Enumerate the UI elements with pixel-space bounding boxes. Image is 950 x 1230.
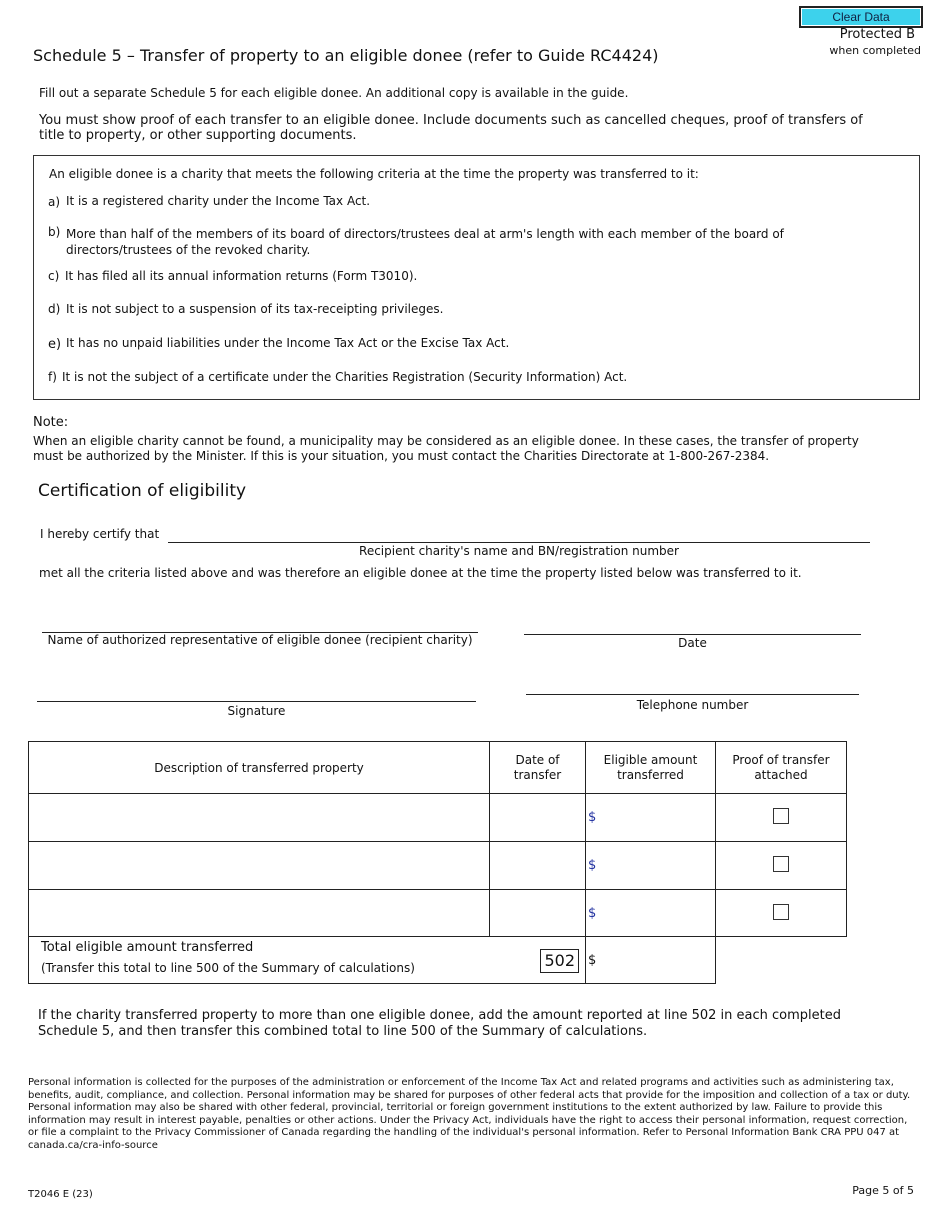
proof-cell bbox=[716, 890, 847, 937]
date-cell[interactable] bbox=[490, 842, 586, 890]
criteria-text: It has filed all its annual information returns (Form T3010). bbox=[65, 269, 418, 283]
date-caption: Date bbox=[678, 636, 707, 650]
empty-cell bbox=[716, 937, 847, 984]
description-input[interactable] bbox=[29, 857, 493, 874]
total-amount-cell[interactable] bbox=[586, 937, 716, 984]
intro-paragraph-1: Fill out a separate Schedule 5 for each eligible donee. An additional copy is available in the guide. bbox=[39, 86, 629, 100]
protected-label: Protected B bbox=[839, 27, 915, 42]
description-cell[interactable] bbox=[29, 794, 490, 842]
representative-name-caption: Name of authorized representative of eligible donee (recipient charity) bbox=[47, 633, 473, 647]
amount-cell[interactable] bbox=[586, 890, 716, 937]
table-row bbox=[29, 842, 847, 890]
amount-cell[interactable] bbox=[586, 842, 716, 890]
transfer-date-input[interactable] bbox=[490, 809, 589, 826]
criteria-text: It is not subject to a suspension of its tax-receipting privileges. bbox=[66, 302, 444, 316]
clear-data-button[interactable]: Clear Data bbox=[800, 7, 922, 27]
criteria-letter: e) bbox=[48, 337, 62, 352]
signature-input[interactable] bbox=[37, 681, 476, 702]
total-label-cell bbox=[29, 937, 586, 984]
amount-cell[interactable] bbox=[586, 794, 716, 842]
form-identifier: T2046 E (23) bbox=[28, 1189, 93, 1200]
privacy-statement: Personal information is collected for the purposes of the administration or enforcement of the Income Tax Act and related programs and activities such as administering tax, benefits, audit, compliance, and collection. Personal information may be shared for purposes of other federal acts that provide for the imposition and collection of a tax or duty. Personal information may also be shared with other federal, provincial, territorial or foreign government institutions to the extent authorized by law. Failure to provide this information may result in interest payable, penalties or other actions. Under the Privacy Act, individuals have the right to access their personal information, request correction, or file a complaint to the Privacy Commissioner of Canada regarding the handling of the individual's personal information. Refer to Personal Information Bank CRA PPU 047 at canada.ca/cra-info-source bbox=[28, 1077, 911, 1151]
total-sublabel: (Transfer this total to line 500 of the Summary of calculations) bbox=[41, 961, 415, 975]
note-label: Note: bbox=[33, 415, 69, 430]
representative-name-input[interactable] bbox=[42, 612, 478, 633]
page-title: Schedule 5 – Transfer of property to an eligible donee (refer to Guide RC4424) bbox=[33, 46, 659, 65]
telephone-input[interactable] bbox=[526, 674, 859, 695]
telephone-caption: Telephone number bbox=[636, 698, 749, 712]
intro-paragraph-2: You must show proof of each transfer to an eligible donee. Include documents such as cancelled cheques, proof of transfers of title to property, or other supporting documents. bbox=[39, 113, 863, 143]
combined-total-note: If the charity transferred property to more than one eligible donee, add the amount reported at line 502 in each completed Schedule 5, and then transfer this combined total to line 500 of the Summary of calculations. bbox=[38, 1008, 841, 1039]
criteria-letter: d) bbox=[48, 302, 61, 316]
total-label: Total eligible amount transferred bbox=[41, 940, 254, 955]
transfer-date-input[interactable] bbox=[490, 905, 589, 922]
col-date-label: Date of transfer bbox=[513, 752, 562, 782]
col-amount-label: Eligible amount transferred bbox=[603, 752, 698, 782]
charity-name-input[interactable] bbox=[168, 524, 870, 543]
date-cell[interactable] bbox=[490, 890, 586, 937]
total-row bbox=[29, 937, 847, 984]
page-number: Page 5 of 5 bbox=[852, 1184, 914, 1197]
criteria-letter: c) bbox=[48, 269, 60, 283]
date-input[interactable] bbox=[524, 614, 861, 635]
col-proof-header bbox=[716, 742, 847, 794]
currency-symbol: $ bbox=[588, 952, 597, 968]
col-amount-header bbox=[586, 742, 716, 794]
description-input[interactable] bbox=[29, 905, 493, 922]
charity-name-caption: Recipient charity's name and BN/registration number bbox=[359, 544, 679, 558]
certification-heading: Certification of eligibility bbox=[38, 481, 247, 501]
line-number-502: 502 bbox=[540, 949, 579, 973]
col-date-header bbox=[490, 742, 586, 794]
signature-caption: Signature bbox=[227, 704, 286, 718]
proof-checkbox[interactable] bbox=[773, 856, 789, 872]
table-row bbox=[29, 890, 847, 937]
proof-cell bbox=[716, 842, 847, 890]
criteria-letter: a) bbox=[48, 195, 61, 209]
date-cell[interactable] bbox=[490, 794, 586, 842]
criteria-text: It is not the subject of a certificate under the Charities Registration (Security Information) Act. bbox=[62, 370, 628, 384]
criteria-letter: f) bbox=[48, 370, 57, 384]
col-description-header: Description of transferred property bbox=[29, 742, 490, 794]
property-table bbox=[28, 741, 847, 984]
currency-symbol: $ bbox=[588, 810, 597, 825]
note-text: When an eligible charity cannot be found, a municipality may be considered as an eligible donee. In these cases, the transfer of property must be authorized by the Minister. If this is your situation, you must contact the Charities Directorate at 1-800-267-2384. bbox=[33, 434, 859, 463]
transfer-date-input[interactable] bbox=[490, 857, 589, 874]
table-header-row bbox=[29, 742, 847, 794]
proof-checkbox[interactable] bbox=[773, 808, 789, 824]
description-cell[interactable] bbox=[29, 842, 490, 890]
currency-symbol: $ bbox=[588, 858, 597, 873]
criteria-text: It is a registered charity under the Income Tax Act. bbox=[66, 194, 371, 208]
table-row bbox=[29, 794, 847, 842]
description-cell[interactable] bbox=[29, 890, 490, 937]
criteria-letter: b) bbox=[48, 225, 61, 239]
criteria-text: More than half of the members of its board of directors/trustees deal at arm's length with each member of the board of directors/trustees of the revoked charity. bbox=[66, 227, 784, 257]
description-input[interactable] bbox=[29, 809, 493, 826]
certification-statement: met all the criteria listed above and was therefore an eligible donee at the time the property listed below was transferred to it. bbox=[39, 566, 802, 580]
proof-cell bbox=[716, 794, 847, 842]
currency-symbol: $ bbox=[588, 905, 597, 921]
criteria-text: It has no unpaid liabilities under the Income Tax Act or the Excise Tax Act. bbox=[66, 336, 510, 350]
criteria-lead: An eligible donee is a charity that meets the following criteria at the time the property was transferred to it: bbox=[49, 167, 699, 181]
when-completed-label: when completed bbox=[829, 44, 921, 57]
certify-prefix: I hereby certify that bbox=[40, 527, 160, 541]
col-proof-label: Proof of transfer attached bbox=[732, 752, 830, 782]
proof-checkbox[interactable] bbox=[773, 904, 789, 920]
